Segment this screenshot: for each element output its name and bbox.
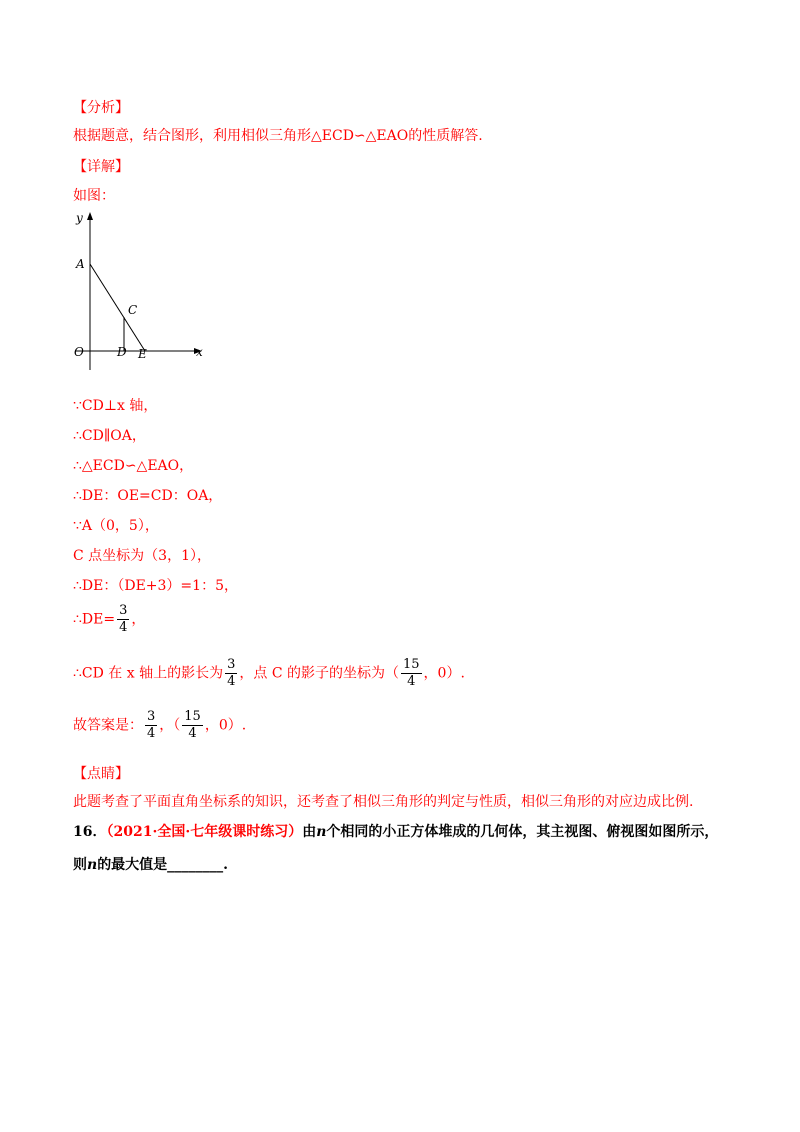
shadow-text-2: ，点 C 的影子的坐标为（ xyxy=(239,665,399,682)
analysis-text: 根据题意，结合图形，利用相似三角形△ECD∽△EAO的性质解答. xyxy=(73,128,483,144)
label-E: E xyxy=(138,347,147,361)
shadow-denominator-2: 4 xyxy=(407,674,416,689)
question-source: （2021·全国·七年级课时练习） xyxy=(106,824,303,840)
answer-prefix: 故答案是： xyxy=(73,717,143,734)
de-denominator: 4 xyxy=(119,620,128,635)
shadow-fraction-2 xyxy=(401,658,422,689)
de-prefix: ∴DE= xyxy=(73,611,116,628)
shadow-fraction-1 xyxy=(225,658,237,689)
question-var: n xyxy=(316,824,327,840)
step-3: ∴△ECD∽△EAO， xyxy=(73,458,194,474)
question-line2-var: n xyxy=(87,857,98,873)
answer-numerator-2: 15 xyxy=(184,709,201,724)
answer-fraction-1 xyxy=(145,710,157,741)
de-result xyxy=(73,604,145,635)
step-2: ∴CD∥OA， xyxy=(73,428,146,444)
answer-denominator-1: 4 xyxy=(147,726,156,741)
shadow-text-3: ，0）. xyxy=(423,665,465,682)
answer-suffix: ，0）. xyxy=(204,717,247,734)
detail-intro: 如图： xyxy=(73,188,115,204)
label-A: A xyxy=(76,257,85,271)
step-4: ∴DE：OE=CD：OA， xyxy=(73,488,223,504)
de-fraction xyxy=(117,604,129,635)
coordinate-figure xyxy=(70,210,210,370)
question-text-1: 由 xyxy=(302,824,317,840)
analysis-header: 【分析】 xyxy=(73,100,129,116)
question-line-2 xyxy=(73,855,228,875)
question-number: 16． xyxy=(73,824,107,840)
shadow-numerator-1: 3 xyxy=(227,657,236,672)
label-y: y xyxy=(76,211,83,225)
answer-mid: ，（ xyxy=(159,717,181,734)
label-C: C xyxy=(128,303,138,317)
answer-numerator-1: 3 xyxy=(147,709,156,724)
answer-fraction-2 xyxy=(182,710,203,741)
comment-header: 【点睛】 xyxy=(73,766,129,782)
question-line2-text-2: 的最大值是________. xyxy=(97,857,229,873)
shadow-numerator-2: 15 xyxy=(403,657,420,672)
answer-line xyxy=(73,710,246,741)
question-line2-text-1: 则 xyxy=(73,857,87,873)
question-text-2: 个相同的小正方体堆成的几何体，其主视图、俯视图如图所示， xyxy=(326,824,719,840)
label-D: D xyxy=(117,345,127,359)
de-suffix: ， xyxy=(131,611,146,628)
de-numerator: 3 xyxy=(119,603,128,618)
answer-denominator-2: 4 xyxy=(188,726,197,741)
detail-header: 【详解】 xyxy=(73,159,129,175)
step-1: ∵CD⊥x 轴， xyxy=(73,398,158,414)
label-O: O xyxy=(74,345,84,359)
label-x: x xyxy=(196,345,203,359)
step-5: ∵A（0，5）， xyxy=(73,518,159,534)
shadow-line xyxy=(73,658,465,689)
step-7: ∴DE：（DE+3）=1：5， xyxy=(73,578,238,594)
comment-text: 此题考查了平面直角坐标系的知识，还考查了相似三角形的判定与性质，相似三角形的对应边成比例. xyxy=(73,794,694,810)
question-line-1 xyxy=(73,822,718,842)
step-6: C 点坐标为（3，1）， xyxy=(73,548,211,564)
shadow-text-1: ∴CD 在 x 轴上的影长为 xyxy=(73,665,224,682)
shadow-denominator-1: 4 xyxy=(227,674,236,689)
